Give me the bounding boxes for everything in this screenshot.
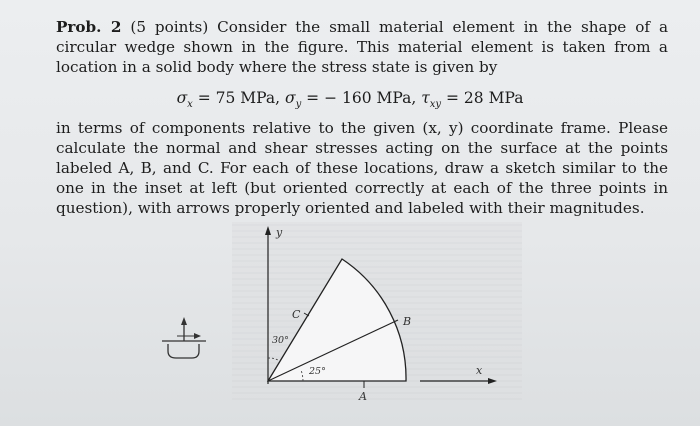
problem-label: Prob. 2 bbox=[56, 18, 122, 36]
sigma-x-value: = 75 MPa, bbox=[192, 89, 285, 107]
inset-element-sketch bbox=[162, 317, 206, 358]
tau-xy-value: = 28 MPa bbox=[441, 89, 524, 107]
point-b-label: B bbox=[403, 315, 412, 328]
sigma-y-value: = − 160 MPa, bbox=[301, 89, 422, 107]
point-c-label: C bbox=[292, 308, 301, 321]
sigma-x-symbol: σ bbox=[176, 89, 188, 107]
angle-30-label: 30° bbox=[272, 335, 289, 346]
sigma-y-symbol: σ bbox=[285, 89, 296, 107]
problem-intro-text: (5 points) Consider the small material element in the shape of a circular wedge shown in the figure. This material element is taken from a location in a solid body where the stress state is given by bbox=[56, 18, 668, 76]
inset-normal-arrow-icon bbox=[181, 317, 187, 325]
inset-shear-arrow-icon bbox=[194, 333, 201, 339]
sigma-x-subscript: x bbox=[187, 99, 193, 111]
sigma-y-subscript: y bbox=[295, 99, 302, 111]
tau-xy-subscript: xy bbox=[429, 99, 442, 111]
problem-statement-body: in terms of components relative to the given (x, y) coordinate frame. Please calculate the normal and shear stresses acting on the surface at the points labeled A, B, and C. For each of these locations, draw a sketch similar to the one in the inset at left (but oriented correctly at each of the three points in question), with arrows properly oriented and labeled with their magnitudes. bbox=[56, 119, 668, 217]
x-axis-label: x bbox=[476, 364, 483, 377]
y-axis-label: y bbox=[276, 226, 283, 239]
tau-xy-symbol: τ bbox=[421, 89, 430, 107]
point-a-label: A bbox=[359, 390, 367, 403]
angle-25-label: 25° bbox=[309, 366, 326, 377]
inset-cup-shape bbox=[168, 344, 199, 358]
